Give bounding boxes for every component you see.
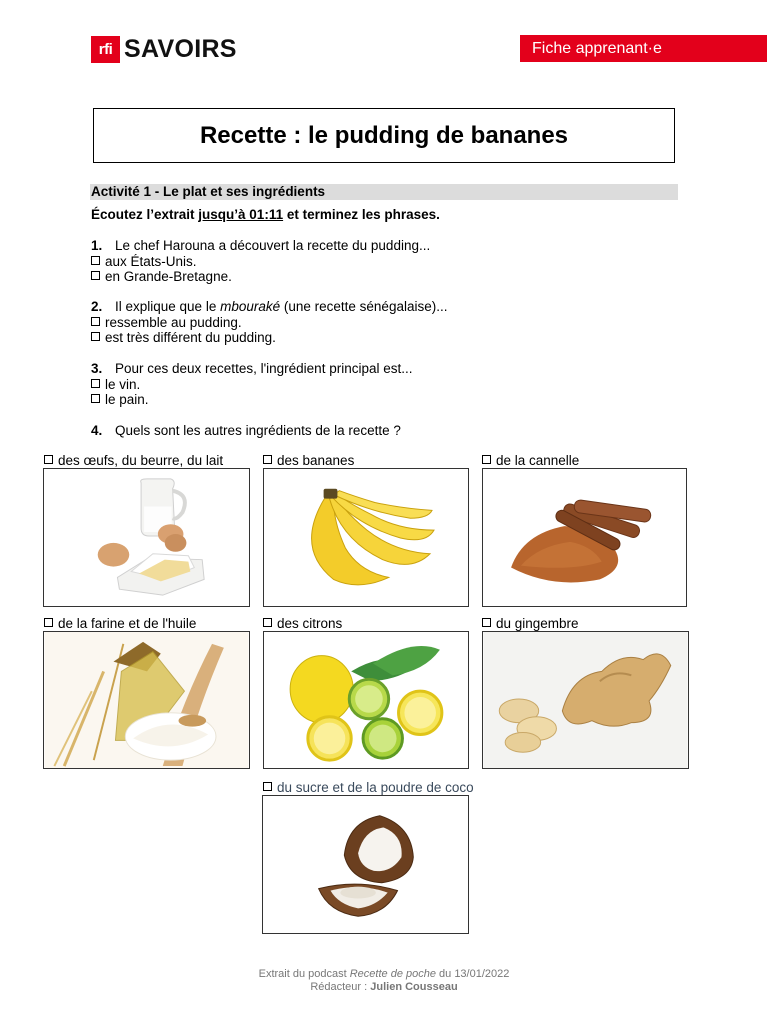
instruction-text-pre: Écoutez l’extrait [91,207,199,222]
option-label: est très différent du pudding. [105,330,276,345]
eggs-butter-milk-photo [43,468,250,607]
checkbox[interactable] [44,618,53,627]
savoirs-wordmark: SAVOIRS [124,34,237,63]
ingredient-label: des citrons [277,616,343,631]
checkbox[interactable] [91,317,100,326]
question-1-prompt [91,238,430,254]
ingredient-label: du sucre et de la poudre de coco [277,780,474,795]
flour-oil-photo [43,631,250,769]
question-text: Pour ces deux recettes, l'ingrédient principal est... [115,361,413,376]
checkbox[interactable] [263,782,272,791]
ingredient-label: du gingembre [496,616,579,631]
question-3 [91,361,412,408]
checkbox[interactable] [91,332,100,341]
question-1 [91,238,430,285]
question-number: 4. [91,423,103,438]
answer-option[interactable] [91,254,430,270]
ingredient-option-flour-oil[interactable] [44,616,196,631]
answer-option[interactable] [91,315,447,331]
question-text-em: mbouraké [220,299,281,314]
answer-option[interactable] [91,330,447,346]
fiche-apprenant-badge: Fiche apprenant·e [520,35,767,62]
ingredient-label: de la cannelle [496,453,580,468]
option-label: en Grande-Bretagne. [105,269,232,284]
checkbox[interactable] [91,394,100,403]
question-number: 3. [91,361,103,376]
answer-option[interactable] [91,377,412,393]
podcast-title: Recette de poche [349,968,436,980]
ingredient-label: de la farine et de l'huile [58,616,197,631]
footer [0,968,768,994]
author-label: Rédacteur : [310,981,371,993]
credit-text: Extrait du podcast [258,968,350,980]
lemons-limes-photo [263,631,469,769]
ginger-illustration [483,632,688,768]
question-text: Quels sont les autres ingrédients de la recette ? [115,423,401,438]
checkbox[interactable] [91,256,100,265]
ingredient-option-ginger[interactable] [482,616,579,631]
option-label: le vin. [105,376,141,392]
rfi-savoirs-logo [91,34,237,64]
coconut-illustration [263,796,468,933]
option-label: ressemble au pudding. [105,314,242,330]
instruction-text-post: et terminez les phrases. [283,207,440,222]
ingredient-option-cinnamon[interactable] [482,453,579,468]
ingredient-option-eggs[interactable] [44,453,223,468]
question-number: 1. [91,238,103,253]
answer-option[interactable] [91,392,412,408]
ginger-photo [482,631,689,769]
question-2-prompt [91,299,447,315]
checkbox[interactable] [44,455,53,464]
credit-date: du 13/01/2022 [435,968,510,980]
question-text-pre: Il explique que le [115,299,221,314]
ingredient-option-lemons[interactable] [263,616,342,631]
answer-option[interactable] [91,269,430,285]
question-4-prompt [91,423,401,439]
checkbox[interactable] [482,455,491,464]
lemons-limes-illustration [264,632,468,768]
bananas-photo [263,468,469,607]
coconut-photo [262,795,469,934]
question-2 [91,299,447,346]
checkbox[interactable] [482,618,491,627]
checkbox[interactable] [263,455,272,464]
bananas-illustration [264,469,468,606]
cinnamon-illustration [483,469,686,606]
rfi-logo-mark: rfi [91,36,120,63]
checkbox[interactable] [263,618,272,627]
cinnamon-photo [482,468,687,607]
activity-heading: Activité 1 - Le plat et ses ingrédients [90,184,678,200]
question-text: Le chef Harouna a découvert la recette du pudding... [115,238,431,253]
question-4 [91,423,401,439]
question-3-prompt [91,361,412,377]
instruction-timestamp: jusqu’à 01:11 [198,207,284,222]
checkbox[interactable] [91,271,100,280]
question-text-post: (une recette sénégalaise)... [280,299,448,314]
activity-instruction [91,206,440,224]
podcast-credit [0,968,768,981]
author-name: Julien Cousseau [370,981,458,993]
page-title: Recette : le pudding de bananes [93,108,675,163]
ingredient-option-bananas[interactable] [263,453,354,468]
ingredient-option-coconut[interactable] [263,780,474,795]
option-label: le pain. [105,392,149,407]
eggs-butter-milk-illustration [44,469,249,606]
ingredient-label: des bananes [277,453,355,468]
option-label: aux États-Unis. [105,253,197,269]
author-credit [0,981,768,994]
question-number: 2. [91,299,103,314]
flour-oil-illustration [44,632,249,768]
checkbox[interactable] [91,379,100,388]
ingredient-label: des œufs, du beurre, du lait [58,453,224,468]
